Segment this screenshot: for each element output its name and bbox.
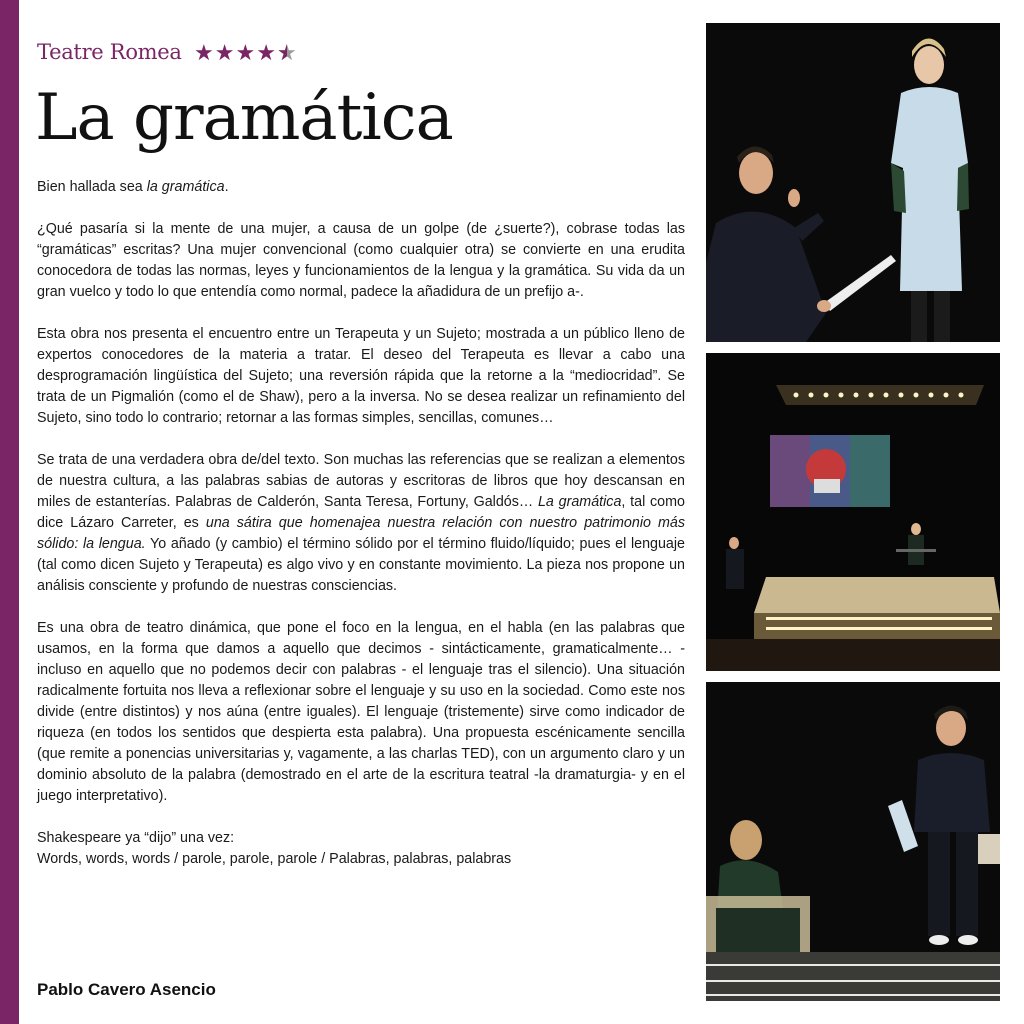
intro-end: .	[224, 179, 229, 195]
stage-photo-3	[706, 682, 1000, 1001]
article-body	[37, 177, 685, 870]
p3-text-a: Se trata de una verdadera obra de/del texto. Son muchas las referencias que se realizan a elementos de nuestra cultura, a las palabras sabias de autoras y escritoras de libros que hoy descansan en miles de estanterías. Palabras de Calderón, Santa Teresa, Fortuny, Galdós…	[37, 452, 685, 510]
paragraph-4: Es una obra de teatro dinámica, que pone el foco en la lengua, en el habla (en las palabras que usamos, en la forma que damos a aquello que decimos - sintácticamente, gramaticalmente… - incluso en aquello que no podemos decir con palabras - el lenguaje tras el silencio). Una situación radicalmente fortuita nos lleva a reflexionar sobre el lenguaje y su uso en la sociedad. Como este nos divide (entre distintos) y nos aúna (entre iguales). El lenguaje (tristemente) sirve como indicador de riqueza (en todos los sentidos que despierta esta palabra). Una propuesta escénicamente sencilla (que remite a ponencias universitarias y, vagamente, a las charlas TED), con un argumento claro y un dominio absoluto de la palabra (demostrado en el arte de la escritura teatral -la dramaturgia- y en el juego interpretativo).	[37, 620, 685, 804]
paragraph-2: Esta obra nos presenta el encuentro entre un Terapeuta y un Sujeto; mostrada a un público lleno de expertos conocedores de la materia a tratar. El deseo del Terapeuta es llevar a cabo una desprogramación lingüística del Sujeto; una reversión rápida que la retorne a la “mediocridad”. Se trata de un Pigmalión (como el de Shaw), pero a la inversa. No se desea realizar un refinamiento del Sujeto, sino todo lo contrario; retornar a las formas simples, sencillas, comunes…	[37, 326, 685, 426]
page-title: La gramática	[35, 81, 453, 155]
star-icon: ★	[235, 40, 257, 65]
rating-stars	[194, 40, 298, 66]
p3-italic-title: La gramática	[537, 494, 622, 510]
p3-italic-quote: una sátira que homenajea nuestra relación con nuestro patrimonio más sólido: la lengua.	[37, 515, 686, 552]
venue-name: Teatre Romea	[37, 40, 182, 64]
accent-side-bar	[0, 0, 19, 1024]
quote-intro: Shakespeare ya “dijo” una vez:	[37, 830, 235, 846]
paragraph-3	[37, 450, 685, 597]
star-icon: ★	[256, 40, 277, 65]
p3-text-e: Yo añado (y cambio) el término sólido por el término fluido/líquido; pues el lenguaje (tal como dicen Sujeto y Terapeuta) es algo vivo y en constante movimiento. La pieza nos propone un análisis consciente y profundo de nuestras consciencias.	[37, 536, 685, 594]
stage-photo-1	[706, 23, 1000, 342]
star-icon: ★	[214, 40, 236, 65]
author-name: Pablo Cavero Asencio	[37, 980, 216, 999]
star-icon: ★	[194, 40, 215, 65]
stage-photo-2	[706, 353, 1000, 671]
half-star-icon: ★ ★	[277, 40, 298, 66]
intro-paragraph	[37, 177, 685, 198]
intro-italic: la gramática	[146, 179, 225, 195]
quote-line: Words, words, words / parole, parole, parole / Palabras, palabras, palabras	[37, 851, 512, 867]
paragraph-1: ¿Qué pasaría si la mente de una mujer, a causa de un golpe (de ¿suerte?), cobrase todas las “gramáticas” escritas? Una mujer convencional (como cualquier otra) se convierte en una erudita conocedora de todas las normas, leyes y funcionamientos de la lengua y la gramática. Su vida da un gran vuelco y todo lo que entendía como normal, padece la añadidura de un prefijo a-.	[37, 221, 685, 300]
paragraph-5	[37, 828, 685, 870]
intro-text: Bien hallada sea	[37, 179, 147, 195]
p3-text-c: , tal como dice Lázaro Carreter, es	[37, 494, 685, 531]
